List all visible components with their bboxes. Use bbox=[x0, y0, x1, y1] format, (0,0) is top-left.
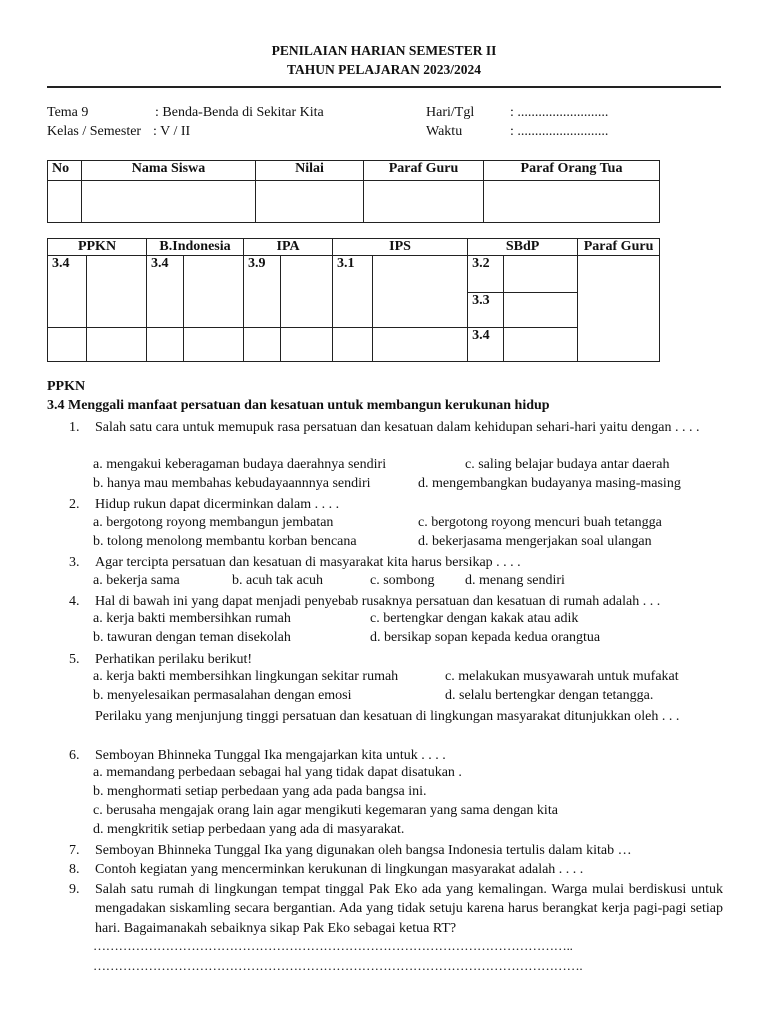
question-8 bbox=[69, 860, 729, 880]
cell-paraf-orang-tua[interactable] bbox=[484, 181, 660, 223]
question-5 bbox=[69, 650, 729, 670]
option-c[interactable]: c. bertengkar dengan kakak atau adik bbox=[370, 611, 579, 626]
option-c[interactable]: c. bergotong royong mencuri buah tetangga bbox=[418, 515, 662, 530]
option-a[interactable]: a. memandang perbedaan sebagai hal yang tidak dapat disatukan . bbox=[93, 765, 462, 780]
option-b[interactable]: b. hanya mau membahas kebudayaannnya sendiri bbox=[93, 476, 371, 491]
option-b[interactable]: b. tolong menolong membantu korban bencana bbox=[93, 534, 357, 549]
question-5-followup bbox=[69, 707, 729, 747]
header-sbdp: SBdP bbox=[468, 239, 578, 256]
answer-line[interactable]: ……………………………………………………………………………………………………. bbox=[93, 958, 583, 973]
section-subject: PPKN bbox=[47, 379, 86, 394]
question-number: 6. bbox=[69, 748, 80, 763]
sbdp-kd: 3.2 bbox=[468, 256, 504, 293]
header-nilai: Nilai bbox=[256, 161, 364, 181]
option-d[interactable]: d. menang sendiri bbox=[465, 573, 565, 588]
option-d[interactable]: d. bekerjasama mengerjakan soal ulangan bbox=[418, 534, 652, 549]
sbdp-score[interactable] bbox=[504, 256, 578, 293]
cell-paraf-guru[interactable] bbox=[364, 181, 484, 223]
option-b[interactable]: b. menyelesaikan permasalahan dengan emosi bbox=[93, 688, 352, 703]
subject-score-table bbox=[47, 238, 660, 362]
question-2 bbox=[69, 495, 729, 515]
sbdp-kd: 3.3 bbox=[468, 293, 504, 328]
ips-score[interactable] bbox=[373, 256, 468, 328]
option-a[interactable]: a. mengakui keberagaman budaya daerahnya sendiri bbox=[93, 457, 387, 472]
header-paraf-guru-2: Paraf Guru bbox=[578, 239, 660, 256]
question-number: 7. bbox=[69, 843, 80, 858]
question-6 bbox=[69, 746, 729, 766]
question-number: 1. bbox=[69, 420, 80, 435]
question-text: Salah satu rumah di lingkungan tempat tinggal Pak Eko ada yang kemalingan. Warga mulai berdiskusi untuk mengadakan siskamling secara bergantian. Ada yang tidak setuju karena harus berangkat kerja pagi-pagi setiap hari. Bagaimanakah sebaiknya sikap Pak Eko sebagai ketua RT? bbox=[95, 882, 723, 936]
question-1 bbox=[69, 418, 729, 458]
header-paraf-guru: Paraf Guru bbox=[364, 161, 484, 181]
page-subtitle: TAHUN PELAJARAN 2023/2024 bbox=[286, 62, 481, 77]
question-text: Semboyan Bhinneka Tunggal Ika yang digunakan oleh bangsa Indonesia tertulis dalam kitab … bbox=[95, 843, 632, 858]
header-bindonesia: B.Indonesia bbox=[147, 239, 244, 256]
option-b[interactable]: b. menghormati setiap perbedaan yang ada pada bangsa ini. bbox=[93, 784, 427, 799]
bind-extra-score[interactable] bbox=[184, 328, 244, 362]
question-text: Semboyan Bhinneka Tunggal Ika mengajarkan kita untuk . . . . bbox=[95, 748, 446, 763]
hari-label: Hari/Tgl bbox=[426, 105, 475, 120]
cell-no[interactable] bbox=[48, 181, 82, 223]
question-number: 9. bbox=[69, 882, 80, 897]
ipa-score[interactable] bbox=[281, 256, 333, 328]
answer-line[interactable]: ………………………………………………………………………………………………….. bbox=[93, 938, 573, 953]
option-d[interactable]: d. mengembangkan budayanya masing-masing bbox=[418, 476, 681, 491]
option-c[interactable]: c. saling belajar budaya antar daerah bbox=[465, 457, 670, 472]
sbdp-score[interactable] bbox=[504, 293, 578, 328]
section-kd-title: 3.4 Menggali manfaat persatuan dan kesatuan untuk membangun kerukunan hidup bbox=[47, 398, 550, 413]
ips-extra[interactable] bbox=[333, 328, 373, 362]
ppkn-score[interactable] bbox=[87, 256, 147, 328]
question-9 bbox=[69, 880, 729, 940]
bind-extra[interactable] bbox=[147, 328, 184, 362]
sbdp-kd: 3.4 bbox=[468, 328, 504, 362]
header-no: No bbox=[48, 161, 82, 181]
page-title: PENILAIAN HARIAN SEMESTER II bbox=[271, 43, 497, 58]
paraf-guru-cell[interactable] bbox=[578, 256, 660, 362]
question-number: 2. bbox=[69, 497, 80, 512]
sbdp-score[interactable] bbox=[504, 328, 578, 362]
ppkn-kd: 3.4 bbox=[48, 256, 87, 328]
header-ipa: IPA bbox=[244, 239, 333, 256]
waktu-label: Waktu bbox=[426, 124, 463, 139]
question-text: Agar tercipta persatuan dan kesatuan di masyarakat kita harus bersikap . . . . bbox=[95, 555, 521, 570]
ips-kd: 3.1 bbox=[333, 256, 373, 328]
bind-kd: 3.4 bbox=[147, 256, 184, 328]
student-table bbox=[47, 160, 660, 223]
option-a[interactable]: a. kerja bakti membersihkan rumah bbox=[93, 611, 291, 626]
ips-extra-score[interactable] bbox=[373, 328, 468, 362]
header-nama-siswa: Nama Siswa bbox=[82, 161, 256, 181]
ppkn-extra-score[interactable] bbox=[87, 328, 147, 362]
waktu-value[interactable]: : .......................... bbox=[510, 124, 609, 139]
ipa-kd: 3.9 bbox=[244, 256, 281, 328]
header-paraf-orang-tua: Paraf Orang Tua bbox=[484, 161, 660, 181]
option-b[interactable]: b. tawuran dengan teman disekolah bbox=[93, 630, 291, 645]
cell-nama-siswa[interactable] bbox=[82, 181, 256, 223]
question-text: Salah satu cara untuk memupuk rasa persatuan dan kesatuan dalam kehidupan sehari-hari yaitu dengan . . . . bbox=[95, 420, 700, 435]
option-c[interactable]: c. berusaha mengajak orang lain agar mengikuti kegemaran yang sama dengan kita bbox=[93, 803, 558, 818]
tema-value: : Benda-Benda di Sekitar Kita bbox=[155, 105, 324, 120]
option-a[interactable]: a. kerja bakti membersihkan lingkungan sekitar rumah bbox=[93, 669, 399, 684]
question-number: 3. bbox=[69, 555, 80, 570]
question-text: Hal di bawah ini yang dapat menjadi penyebab rusaknya persatuan dan kesatuan di rumah adalah . . . bbox=[95, 594, 661, 609]
ipa-extra[interactable] bbox=[244, 328, 281, 362]
header-divider bbox=[47, 86, 721, 88]
ipa-extra-score[interactable] bbox=[281, 328, 333, 362]
question-number: 8. bbox=[69, 862, 80, 877]
header-ppkn: PPKN bbox=[48, 239, 147, 256]
question-followup-text: Perilaku yang menjunjung tinggi persatuan dan kesatuan di lingkungan masyarakat ditunjukkan oleh . . . bbox=[95, 709, 680, 724]
option-a[interactable]: a. bekerja sama bbox=[93, 573, 180, 588]
question-3 bbox=[69, 553, 729, 573]
option-a[interactable]: a. bergotong royong membangun jembatan bbox=[93, 515, 334, 530]
bind-score[interactable] bbox=[184, 256, 244, 328]
question-text: Perhatikan perilaku berikut! bbox=[95, 652, 253, 667]
header-ips: IPS bbox=[333, 239, 468, 256]
option-d[interactable]: d. selalu bertengkar dengan tetangga. bbox=[445, 688, 654, 703]
kelas-label: Kelas / Semester bbox=[47, 124, 142, 139]
option-d[interactable]: d. mengkritik setiap perbedaan yang ada di masyarakat. bbox=[93, 822, 405, 837]
option-c[interactable]: c. melakukan musyawarah untuk mufakat bbox=[445, 669, 679, 684]
kelas-value: : V / II bbox=[153, 124, 191, 139]
cell-nilai[interactable] bbox=[256, 181, 364, 223]
question-number: 5. bbox=[69, 652, 80, 667]
question-text: Hidup rukun dapat dicerminkan dalam . . . . bbox=[95, 497, 340, 512]
tema-label: Tema 9 bbox=[47, 105, 89, 120]
ppkn-extra[interactable] bbox=[48, 328, 87, 362]
question-4 bbox=[69, 592, 729, 612]
hari-value[interactable]: : .......................... bbox=[510, 105, 609, 120]
option-c[interactable]: c. sombong bbox=[370, 573, 435, 588]
question-7 bbox=[69, 841, 729, 861]
question-text: Contoh kegiatan yang mencerminkan kerukunan di lingkungan masyarakat adalah . . . . bbox=[95, 862, 584, 877]
question-number: 4. bbox=[69, 594, 80, 609]
option-b[interactable]: b. acuh tak acuh bbox=[232, 573, 323, 588]
option-d[interactable]: d. bersikap sopan kepada kedua orangtua bbox=[370, 630, 601, 645]
